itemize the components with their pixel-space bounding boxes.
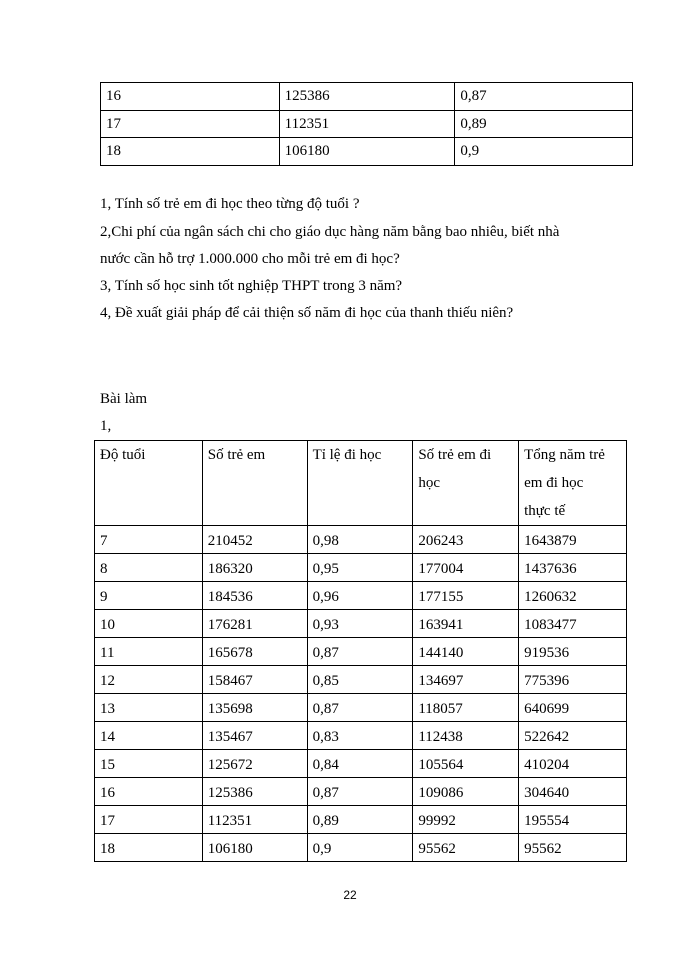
table-row xyxy=(101,83,633,111)
enrollment-rate-cell: 0,84 xyxy=(307,750,413,778)
children-count-cell: 112351 xyxy=(279,110,455,138)
enrollment-rate-cell: 0,96 xyxy=(307,582,413,610)
total-school-years-cell: 195554 xyxy=(519,806,627,834)
children-in-school-cell: 177004 xyxy=(413,554,519,582)
enrollment-rate-cell: 0,87 xyxy=(455,83,633,111)
question-1: 1, Tính số trẻ em đi học theo từng độ tuổi ? xyxy=(100,196,360,212)
children-count-cell: 106180 xyxy=(279,138,455,166)
enrollment-rate-cell: 0,87 xyxy=(307,638,413,666)
total-school-years-cell: 775396 xyxy=(519,666,627,694)
children-in-school-cell: 99992 xyxy=(413,806,519,834)
table-row xyxy=(95,582,627,610)
children-count-cell: 112351 xyxy=(202,806,307,834)
table-row xyxy=(95,722,627,750)
continued-data-table xyxy=(100,82,633,166)
table-row xyxy=(95,554,627,582)
children-count-cell: 106180 xyxy=(202,834,307,862)
total-school-years-cell: 522642 xyxy=(519,722,627,750)
header-age: Độ tuổi xyxy=(95,441,203,526)
age-cell: 7 xyxy=(95,526,203,554)
table-row xyxy=(95,834,627,862)
age-cell: 16 xyxy=(95,778,203,806)
children-in-school-cell: 118057 xyxy=(413,694,519,722)
age-cell: 8 xyxy=(95,554,203,582)
children-count-cell: 125386 xyxy=(279,83,455,111)
children-count-cell: 158467 xyxy=(202,666,307,694)
table-row xyxy=(95,638,627,666)
age-cell: 12 xyxy=(95,666,203,694)
enrollment-rate-cell: 0,9 xyxy=(307,834,413,862)
children-count-cell: 184536 xyxy=(202,582,307,610)
age-cell: 9 xyxy=(95,582,203,610)
header-children-count: Số trẻ em xyxy=(202,441,307,526)
total-school-years-cell: 1260632 xyxy=(519,582,627,610)
total-school-years-cell: 1083477 xyxy=(519,610,627,638)
age-cell: 14 xyxy=(95,722,203,750)
age-cell: 17 xyxy=(95,806,203,834)
enrollment-rate-cell: 0,98 xyxy=(307,526,413,554)
total-school-years-cell: 1643879 xyxy=(519,526,627,554)
age-cell: 11 xyxy=(95,638,203,666)
table-row xyxy=(95,526,627,554)
children-count-cell: 135698 xyxy=(202,694,307,722)
children-in-school-cell: 177155 xyxy=(413,582,519,610)
age-cell: 13 xyxy=(95,694,203,722)
children-in-school-cell: 163941 xyxy=(413,610,519,638)
page-number: 22 xyxy=(343,888,357,902)
table-row xyxy=(95,694,627,722)
question-2-line-2: nước cần hỗ trợ 1.000.000 cho mỗi trẻ em đi học? xyxy=(100,251,400,267)
children-count-cell: 210452 xyxy=(202,526,307,554)
age-cell: 17 xyxy=(101,110,280,138)
age-cell: 10 xyxy=(95,610,203,638)
enrollment-rate-cell: 0,85 xyxy=(307,666,413,694)
enrollment-rate-cell: 0,89 xyxy=(307,806,413,834)
question-4: 4, Đề xuất giải pháp để cải thiện số năm đi học của thanh thiếu niên? xyxy=(100,305,514,321)
children-in-school-cell: 109086 xyxy=(413,778,519,806)
table-header-row xyxy=(95,441,627,526)
children-count-cell: 125672 xyxy=(202,750,307,778)
children-in-school-cell: 112438 xyxy=(413,722,519,750)
children-count-cell: 165678 xyxy=(202,638,307,666)
age-cell: 18 xyxy=(101,138,280,166)
total-school-years-cell: 304640 xyxy=(519,778,627,806)
question-2-line-1: 2,Chi phí của ngân sách chi cho giáo dục hàng năm bằng bao nhiêu, biết nhà xyxy=(100,224,560,240)
children-count-cell: 125386 xyxy=(202,778,307,806)
enrollment-rate-cell: 0,9 xyxy=(455,138,633,166)
age-cell: 18 xyxy=(95,834,203,862)
enrollment-rate-cell: 0,89 xyxy=(455,110,633,138)
enrollment-rate-cell: 0,83 xyxy=(307,722,413,750)
total-school-years-cell: 919536 xyxy=(519,638,627,666)
answer-heading: Bài làm xyxy=(100,391,148,407)
children-count-cell: 135467 xyxy=(202,722,307,750)
total-school-years-cell: 640699 xyxy=(519,694,627,722)
header-total-school-years: Tổng năm trẻ em đi học thực tế xyxy=(519,441,627,526)
enrollment-rate-cell: 0,87 xyxy=(307,778,413,806)
table-row xyxy=(101,110,633,138)
table-row xyxy=(101,138,633,166)
header-children-in-school: Số trẻ em đi học xyxy=(413,441,519,526)
question-3: 3, Tính số học sinh tốt nghiệp THPT trong 3 năm? xyxy=(100,278,403,294)
children-count-cell: 186320 xyxy=(202,554,307,582)
total-school-years-cell: 95562 xyxy=(519,834,627,862)
enrollment-rate-cell: 0,93 xyxy=(307,610,413,638)
table-row xyxy=(95,806,627,834)
children-in-school-cell: 206243 xyxy=(413,526,519,554)
children-in-school-cell: 134697 xyxy=(413,666,519,694)
children-count-cell: 176281 xyxy=(202,610,307,638)
table-row xyxy=(95,778,627,806)
age-cell: 16 xyxy=(101,83,280,111)
children-in-school-cell: 95562 xyxy=(413,834,519,862)
children-in-school-cell: 105564 xyxy=(413,750,519,778)
total-school-years-cell: 1437636 xyxy=(519,554,627,582)
enrollment-rate-cell: 0,95 xyxy=(307,554,413,582)
children-in-school-cell: 144140 xyxy=(413,638,519,666)
header-enrollment-rate: Tỉ lệ đi học xyxy=(307,441,413,526)
enrollment-rate-cell: 0,87 xyxy=(307,694,413,722)
table-row xyxy=(95,750,627,778)
age-cell: 15 xyxy=(95,750,203,778)
answer-number: 1, xyxy=(100,418,112,434)
table-row xyxy=(95,666,627,694)
table-row xyxy=(95,610,627,638)
enrollment-table xyxy=(94,440,627,862)
total-school-years-cell: 410204 xyxy=(519,750,627,778)
